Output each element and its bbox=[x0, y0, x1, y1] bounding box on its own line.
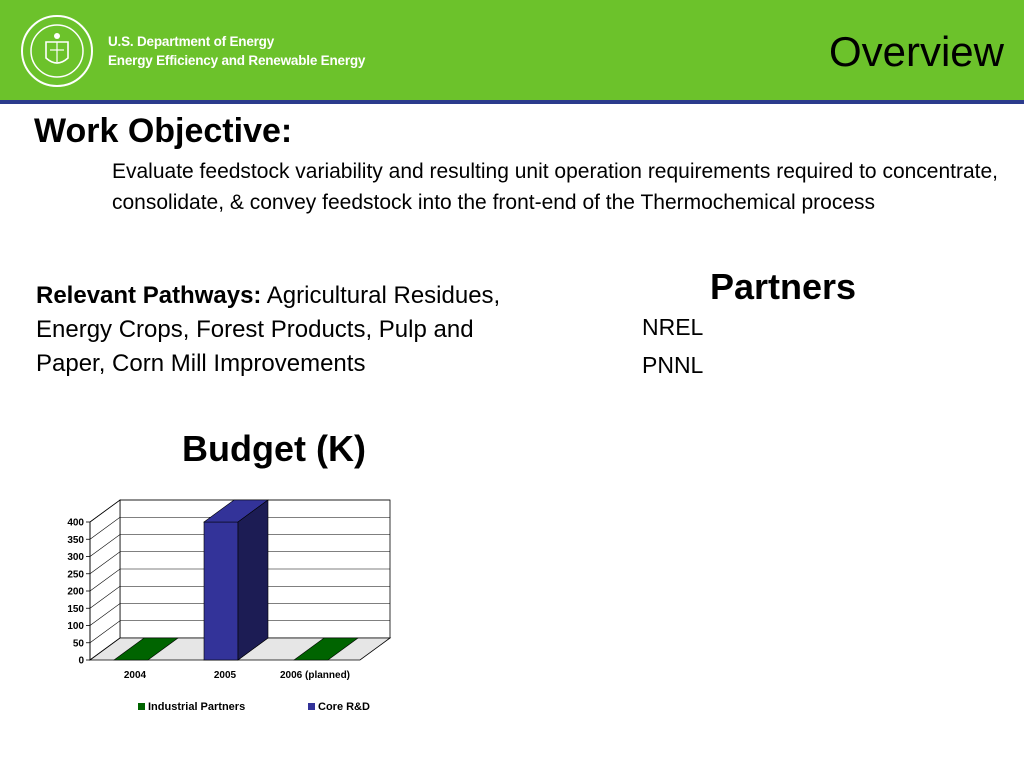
header-rule bbox=[0, 100, 1024, 104]
y-tick-label: 150 bbox=[67, 603, 84, 615]
org-line-1: U.S. Department of Energy bbox=[108, 34, 275, 49]
bar-front bbox=[204, 522, 238, 660]
legend-label: Industrial Partners bbox=[148, 701, 246, 713]
pathways-text: Agricultural Residues, Energy Crops, Forest Products, Pulp and Paper, Corn Mill Improvements bbox=[36, 282, 501, 377]
x-category-label: 2004 bbox=[123, 670, 147, 681]
y-tick-label: 350 bbox=[67, 534, 84, 546]
x-category-label: 2006 (planned) bbox=[279, 670, 351, 681]
y-tick-label: 200 bbox=[67, 586, 84, 598]
legend-swatch bbox=[308, 703, 315, 710]
relevant-pathways bbox=[36, 279, 506, 381]
budget-chart bbox=[40, 490, 400, 730]
partner-item-pnnl: PNNL bbox=[642, 352, 704, 378]
partner-item-nrel: NREL bbox=[642, 314, 704, 340]
y-tick-label: 100 bbox=[67, 621, 84, 632]
doe-seal-icon bbox=[20, 14, 94, 88]
legend-label: Core R&D bbox=[318, 701, 370, 713]
legend-swatch bbox=[138, 703, 145, 710]
slide-title: Overview bbox=[828, 28, 1004, 75]
org-line-2: Energy Efficiency and Renewable Energy bbox=[108, 53, 366, 68]
y-tick-label: 0 bbox=[78, 655, 84, 667]
partners-heading: Partners bbox=[710, 266, 857, 307]
work-objective-text: Evaluate feedstock variability and resulting unit operation requirements required to concentrate, consolidate, & convey feedstock into the front-end of the Thermochemical process bbox=[112, 160, 999, 214]
bar-side bbox=[238, 500, 268, 660]
y-tick-label: 250 bbox=[67, 569, 84, 581]
y-tick-label: 400 bbox=[67, 517, 84, 529]
y-tick-label: 300 bbox=[67, 552, 84, 563]
organization-name bbox=[108, 34, 365, 68]
budget-heading: Budget (K) bbox=[182, 428, 366, 469]
y-tick-label: 50 bbox=[72, 638, 84, 650]
work-objective-heading: Work Objective: bbox=[34, 112, 293, 150]
pathways-label: Relevant Pathways: bbox=[36, 282, 262, 309]
x-category-label: 2005 bbox=[213, 670, 237, 681]
